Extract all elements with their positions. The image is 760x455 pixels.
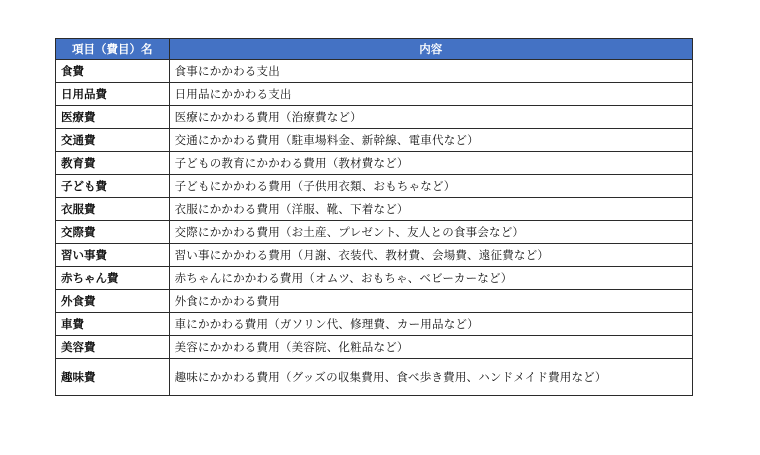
category-name-cell: 教育費 xyxy=(56,152,170,175)
category-description-cell: 食事にかかわる支出 xyxy=(169,60,692,83)
table-row xyxy=(56,336,693,359)
category-name-cell: 交際費 xyxy=(56,221,170,244)
category-description-cell: 交通にかかわる費用（駐車場料金、新幹線、電車代など） xyxy=(169,129,692,152)
category-description-cell: 衣服にかかわる費用（洋服、靴、下着など） xyxy=(169,198,692,221)
category-name-cell: 習い事費 xyxy=(56,244,170,267)
category-name-cell: 交通費 xyxy=(56,129,170,152)
category-description-cell: 習い事にかかわる費用（月謝、衣装代、教材費、会場費、遠征費など） xyxy=(169,244,692,267)
category-name-cell: 赤ちゃん費 xyxy=(56,267,170,290)
category-description-cell: 趣味にかかわる費用（グッズの収集費用、食べ歩き費用、ハンドメイド費用など） xyxy=(169,359,692,396)
expense-category-table xyxy=(55,38,693,396)
category-name-cell: 子ども費 xyxy=(56,175,170,198)
category-description-cell: 医療にかかわる費用（治療費など） xyxy=(169,106,692,129)
category-name-cell: 美容費 xyxy=(56,336,170,359)
table-row xyxy=(56,221,693,244)
category-name-cell: 趣味費 xyxy=(56,359,170,396)
category-name-cell: 食費 xyxy=(56,60,170,83)
header-description: 内容 xyxy=(169,39,692,60)
category-description-cell: 日用品にかかわる支出 xyxy=(169,83,692,106)
table-row xyxy=(56,313,693,336)
table-row xyxy=(56,152,693,175)
category-name-cell: 医療費 xyxy=(56,106,170,129)
table-row xyxy=(56,290,693,313)
table-row xyxy=(56,60,693,83)
category-description-cell: 赤ちゃんにかかわる費用（オムツ、おもちゃ、ベビーカーなど） xyxy=(169,267,692,290)
category-name-cell: 日用品費 xyxy=(56,83,170,106)
table-row xyxy=(56,129,693,152)
category-name-cell: 外食費 xyxy=(56,290,170,313)
category-description-cell: 外食にかかわる費用 xyxy=(169,290,692,313)
table-row xyxy=(56,106,693,129)
category-description-cell: 車にかかわる費用（ガソリン代、修理費、カー用品など） xyxy=(169,313,692,336)
table-row xyxy=(56,83,693,106)
category-name-cell: 車費 xyxy=(56,313,170,336)
header-category-name: 項目（費目）名 xyxy=(56,39,170,60)
table-row xyxy=(56,198,693,221)
category-description-cell: 美容にかかわる費用（美容院、化粧品など） xyxy=(169,336,692,359)
table-row xyxy=(56,175,693,198)
category-name-cell: 衣服費 xyxy=(56,198,170,221)
table-row xyxy=(56,267,693,290)
category-description-cell: 子どもにかかわる費用（子供用衣類、おもちゃなど） xyxy=(169,175,692,198)
table-row xyxy=(56,359,693,396)
table-row xyxy=(56,244,693,267)
category-description-cell: 子どもの教育にかかわる費用（教材費など） xyxy=(169,152,692,175)
category-description-cell: 交際にかかわる費用（お土産、プレゼント、友人との食事会など） xyxy=(169,221,692,244)
table-header-row xyxy=(56,39,693,60)
